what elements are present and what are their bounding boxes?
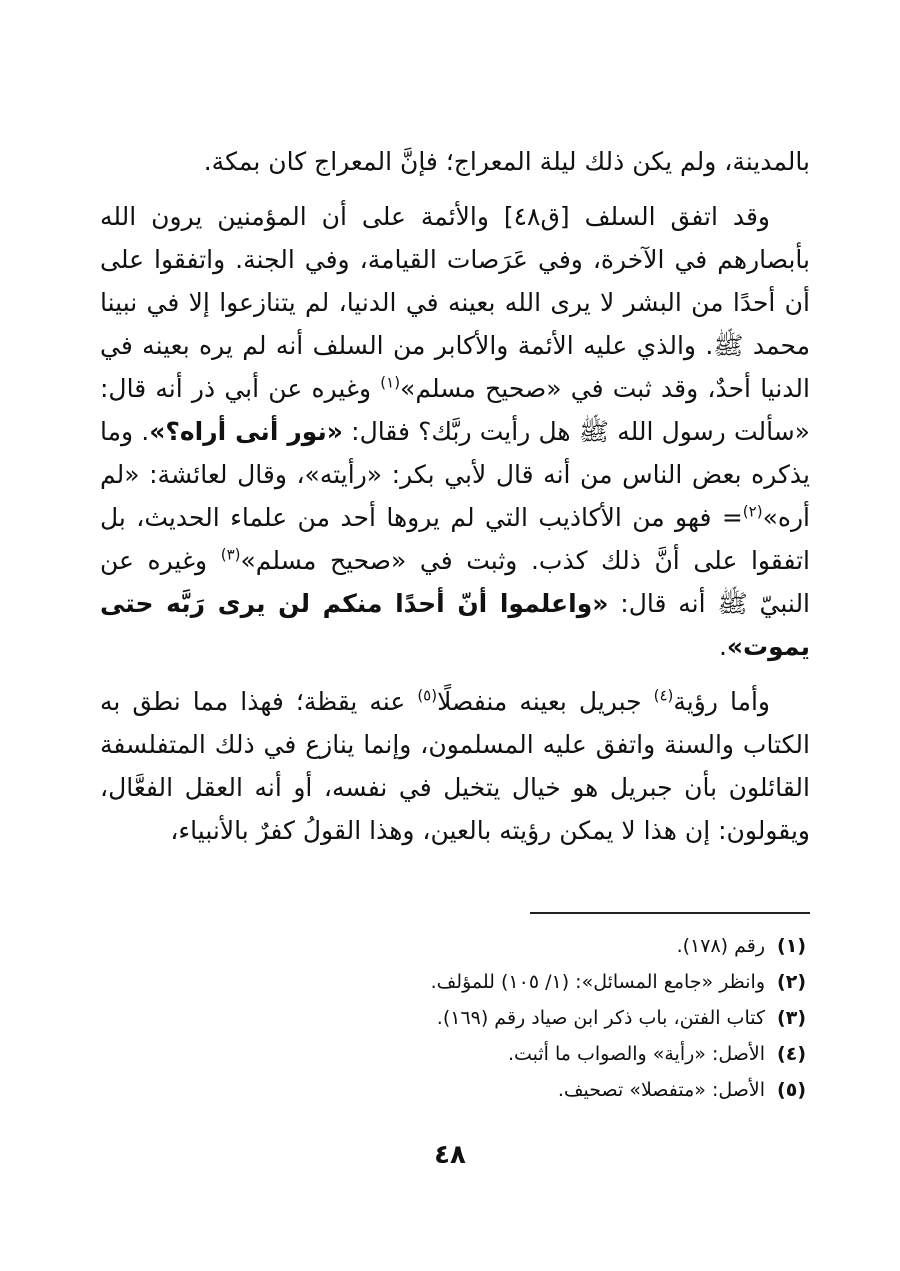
paragraph-2 (100, 195, 810, 668)
paragraph-2-text-1: وقد اتفق السلف [ق٤٨] والأئمة على أن المؤمنين يرون الله بأبصارهم في الآخرة، وفي عَرَصات القيامة، وفي الجنة. واتفقوا على أن أحدًا من البشر لا يرى الله بعينه في الدنيا، لم يتنازعوا إلا في نبينا محمد ﷺ. والذي عليه الأئمة والأكابر من السلف أنه لم يره بعينه في الدنيا أحدٌ، وقد ثبت في «صحيح مسلم» (100, 202, 810, 403)
footnote-item (100, 1036, 810, 1072)
footnote-ref-5: (٥) (417, 686, 438, 705)
footnote-ref-2: (٢) (742, 502, 763, 521)
paragraph-3-text-1: وأما رؤية (673, 687, 770, 716)
hadith-quote-1: «نور أنى أراه؟» (149, 417, 343, 446)
paragraph-2-text-5: وغيره عن النبيّ ﷺ أنه قال: (100, 546, 811, 618)
footnote-text: رقم (١٧٨). (676, 935, 766, 957)
paragraph-1: بالمدينة، ولم يكن ذلك ليلة المعراج؛ فإنَّ المعراج كان بمكة. (203, 147, 810, 176)
footnote-item (100, 1000, 810, 1036)
footnote-number: (٣) (777, 1007, 806, 1029)
footnote-ref-4: (٤) (653, 686, 674, 705)
hadith-quote-2: «واعلموا أنّ أحدًا منكم لن يرى رَبَّه حتى يموت» (100, 589, 810, 661)
footnote-item (100, 928, 810, 964)
paragraph-3-text-2: جبريل بعينه منفصلًا (437, 687, 654, 716)
paragraph-3-text-3: عنه يقظة؛ فهذا مما نطق به الكتاب والسنة واتفق عليه المسلمون، وإنما ينازع في ذلك المتفلسفة القائلون بأن جبريل هو خيال يتخيل في نفسه، أو أنه العقل الفعَّال، ويقولون: إن هذا لا يمكن رؤيته بالعين، وهذا القولُ كفرٌ بالأنبياء، (100, 687, 810, 845)
footnote-item (100, 964, 810, 1000)
paragraph-2-text-2: وغيره عن أبي ذر أنه قال: «سألت رسول الله ﷺ هل رأيت ربَّك؟ فقال: (100, 374, 810, 446)
footnote-ref-1: (١) (380, 373, 401, 392)
paragraph-3 (100, 680, 810, 852)
footnote-text: الأصل: «رأية» والصواب ما أثبت. (507, 1043, 766, 1065)
footnote-text: وانظر «جامع المسائل»: (١/ ١٠٥) للمؤلف. (430, 971, 766, 993)
page-number: ٤٨ (434, 1140, 466, 1170)
footnote-text: كتاب الفتن، باب ذكر ابن صياد رقم (١٦٩). (436, 1007, 766, 1029)
footnote-number: (٥) (777, 1079, 806, 1101)
page-body (100, 140, 810, 852)
footnote-ref-3: (٣) (220, 545, 241, 564)
footnote-number: (١) (777, 935, 806, 957)
paragraph-2-text-4: = فهو من الأكاذيب التي لم يروها أحد من علماء الحديث، بل اتفقوا على أنَّ ذلك كذب. وثبت في «صحيح مسلم» (100, 503, 810, 575)
paragraph-2-text-3: . وما يذكره بعض الناس من أنه قال لأبي بكر: «رأيته»، وقال لعائشة: «لم أره» (100, 417, 810, 532)
footnote-separator (530, 912, 810, 914)
footnotes (100, 928, 810, 1108)
footnote-number: (٤) (777, 1043, 806, 1065)
footnote-number: (٢) (777, 971, 806, 993)
footnote-item (100, 1072, 810, 1108)
paragraph-2-text-6: . (718, 632, 727, 661)
footnote-text: الأصل: «متفصلا» تصحيف. (557, 1079, 766, 1101)
